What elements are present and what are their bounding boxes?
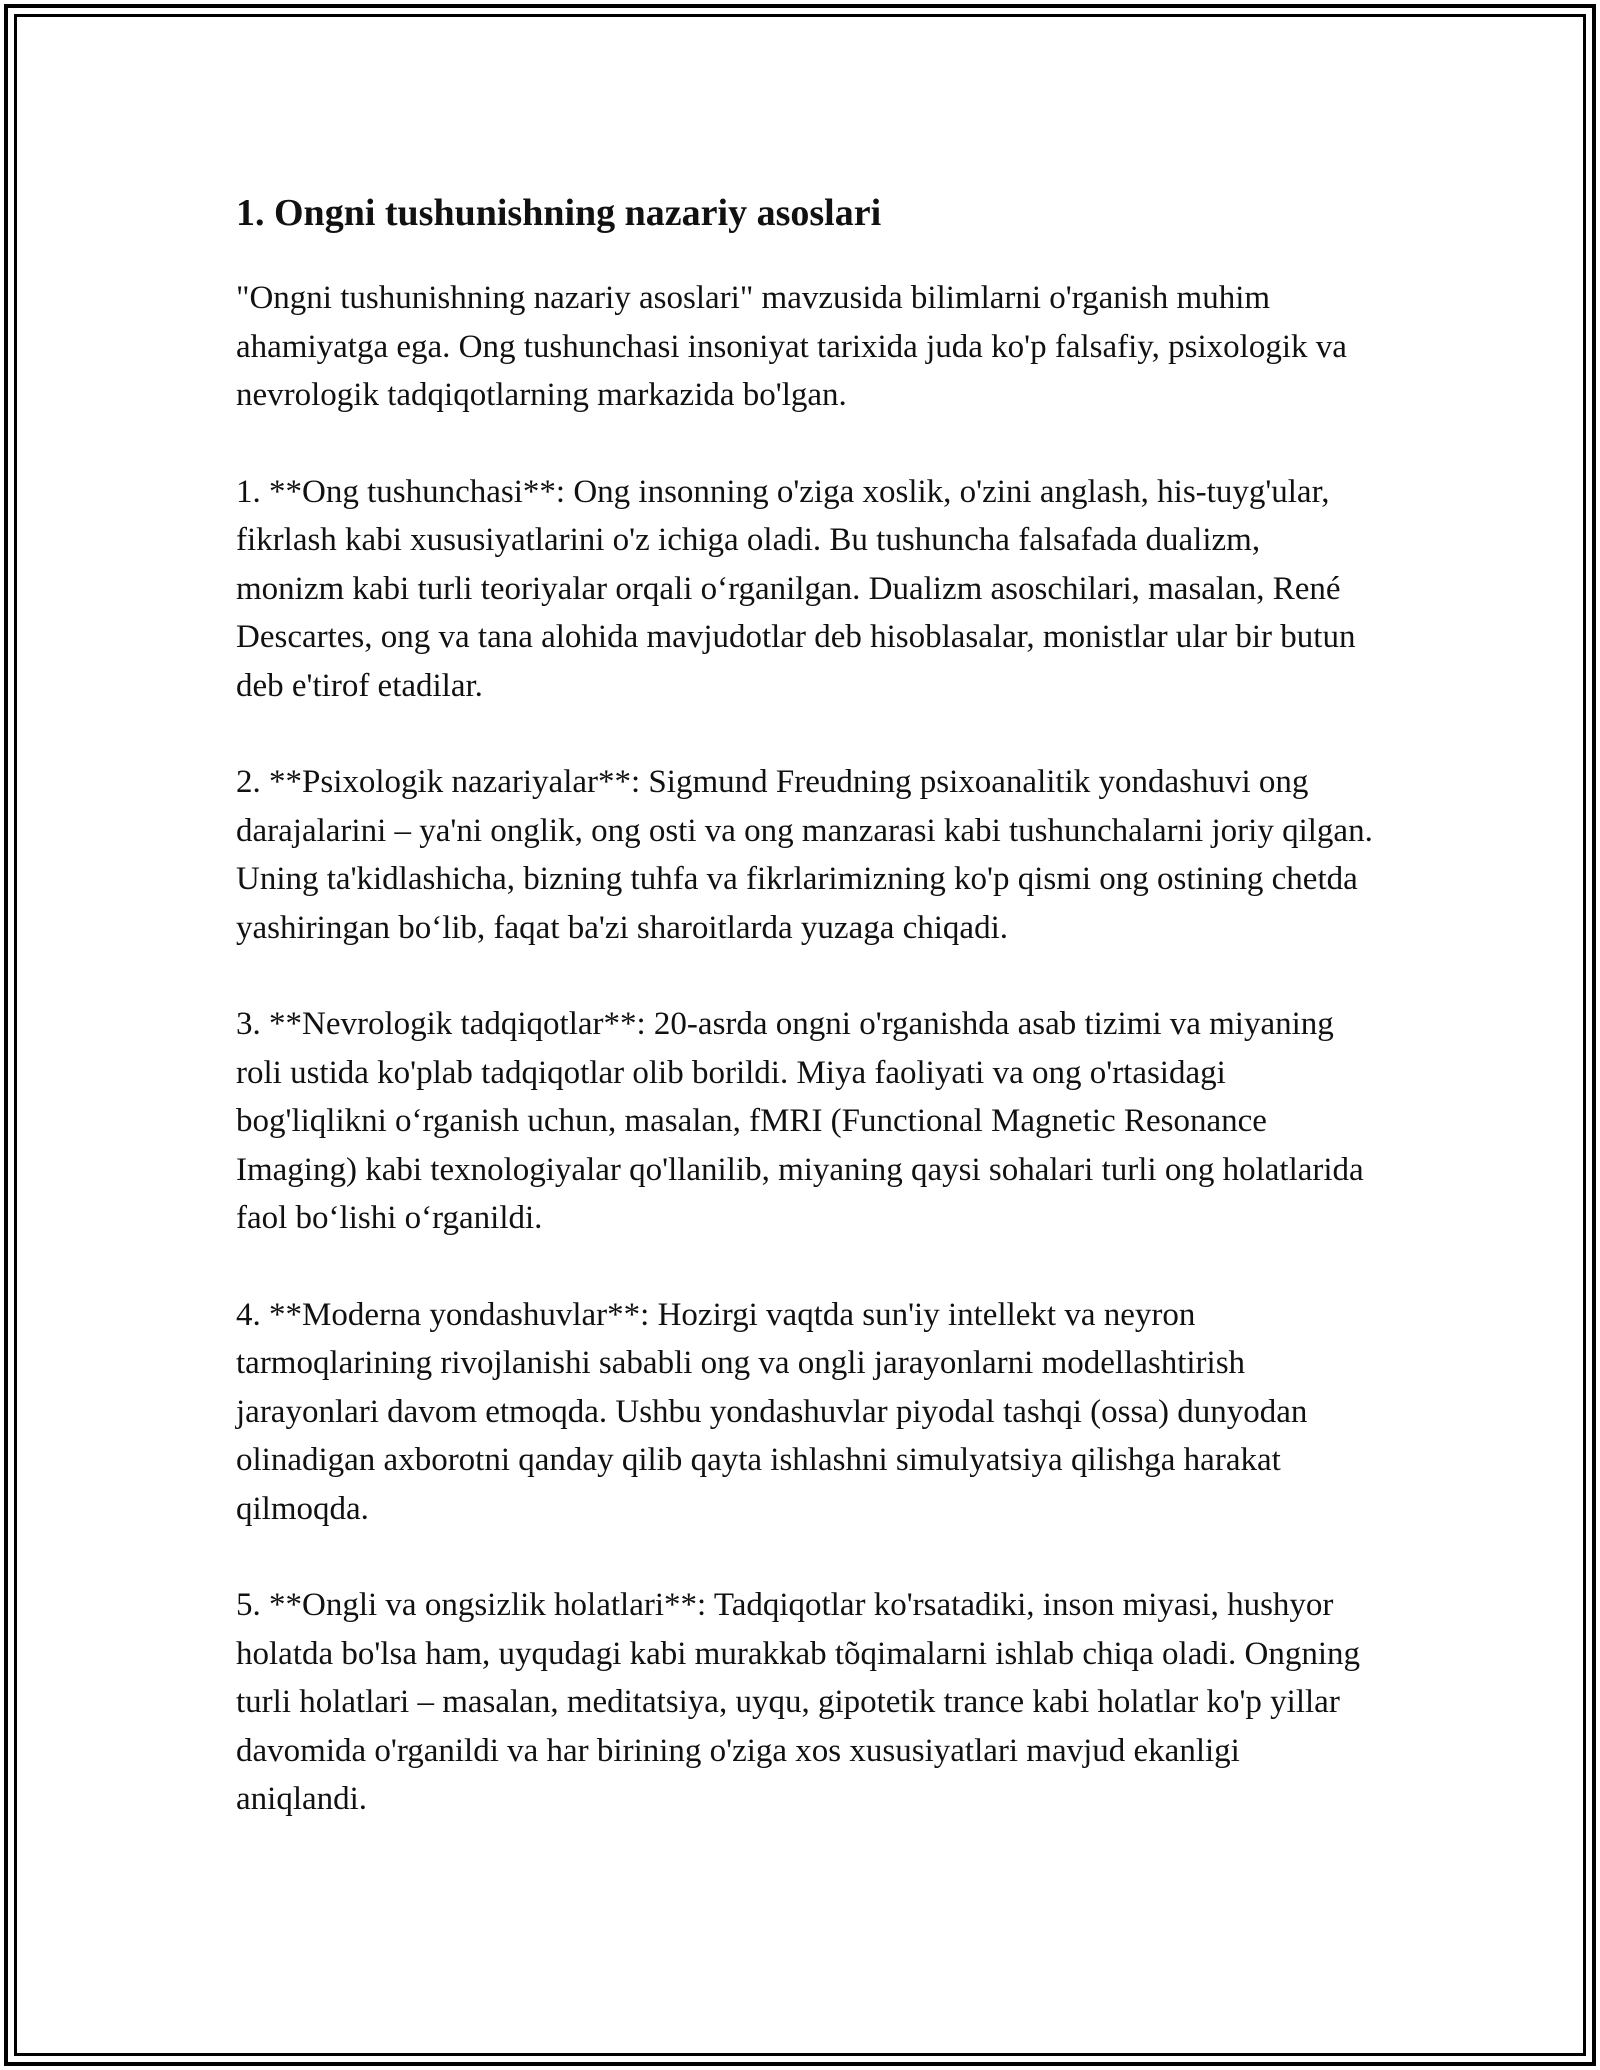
section-heading: 1. Ongni tushunishning nazariy asoslari bbox=[236, 192, 882, 234]
paragraph-psixologik-nazariyalar: 2. **Psixologik nazariyalar**: Sigmund Freudning psixoanalitik yondashuvi ong darajalarini – ya'ni onglik, ong osti va ong manzarasi kabi tushunchalarni joriy qilgan. Uning ta'kidlashicha, bizning tuhfa va fikrlarimizning ko'p qismi ong ostining chetda yashiringan bo‘lib, faqat ba'zi sharoitlarda yuzaga chiqadi. bbox=[236, 764, 1373, 946]
document-body bbox=[236, 186, 1376, 1872]
paragraph-ongli-va-ongsizlik: 5. **Ongli va ongsizlik holatlari**: Tadqiqotlar ko'rsatadiki, inson miyasi, hushyor holatda bo'lsa ham, uyqudagi kabi murakkab tõqimalarni ishlab chiqa oladi. Ongning turli holatlari – masalan, meditatsiya, uyqu, gipotetik trance kabi holatlar ko'p yillar davomida o'rganildi va har birining o'ziga xos xususiyatlari mavjud ekanligi aniqlandi. bbox=[236, 1587, 1361, 1817]
paragraph-nevrologik-tadqiqotlar: 3. **Nevrologik tadqiqotlar**: 20-asrda ongni o'rganishda asab tizimi va miyaning roli ustida ko'plab tadqiqotlar olib borildi. Miya faoliyati va ong o'rtasidagi bog'liqlikni o‘rganish uchun, masalan, fMRI (Functional Magnetic Resonance Imaging) kabi texnologiyalar qo'llanilib, miyaning qaysi sohalari turli ong holatlarida faol bo‘lishi o‘rganildi. bbox=[236, 1006, 1364, 1236]
paragraph-ong-tushunchasi: 1. **Ong tushunchasi**: Ong insonning o'ziga xoslik, o'zini anglash, his-tuyg'ular, fikrlash kabi xususiyatlarini o'z ichiga oladi. Bu tushuncha falsafada dualizm, monizm kabi turli teoriyalar orqali o‘rganilgan. Dualizm asoschilari, masalan, René Descartes, ong va tana alohida mavjudotlar deb hisoblasalar, monistlar ular bir butun deb e'tirof etadilar. bbox=[236, 473, 1356, 704]
intro-paragraph: "Ongni tushunishning nazariy asoslari" mavzusida bilimlarni o'rganish muhim ahamiyatga ega. Ong tushunchasi insoniyat tarixida juda ko'p falsafiy, psixologik va nevrologik tadqiqotlarning markazida bo'lgan. bbox=[236, 280, 1347, 413]
paragraph-moderna-yondashuvlar: 4. **Moderna yondashuvlar**: Hozirgi vaqtda sun'iy intellekt va neyron tarmoqlarining rivojlanishi sababli ong va ongli jarayonlarni modellashtirish jarayonlari davom etmoqda. Ushbu yondashuvlar piyodal tashqi (ossa) dunyodan olinadigan axborotni qanday qilib qayta ishlashni simulyatsiya qilishga harakat qilmoqda. bbox=[236, 1296, 1308, 1527]
